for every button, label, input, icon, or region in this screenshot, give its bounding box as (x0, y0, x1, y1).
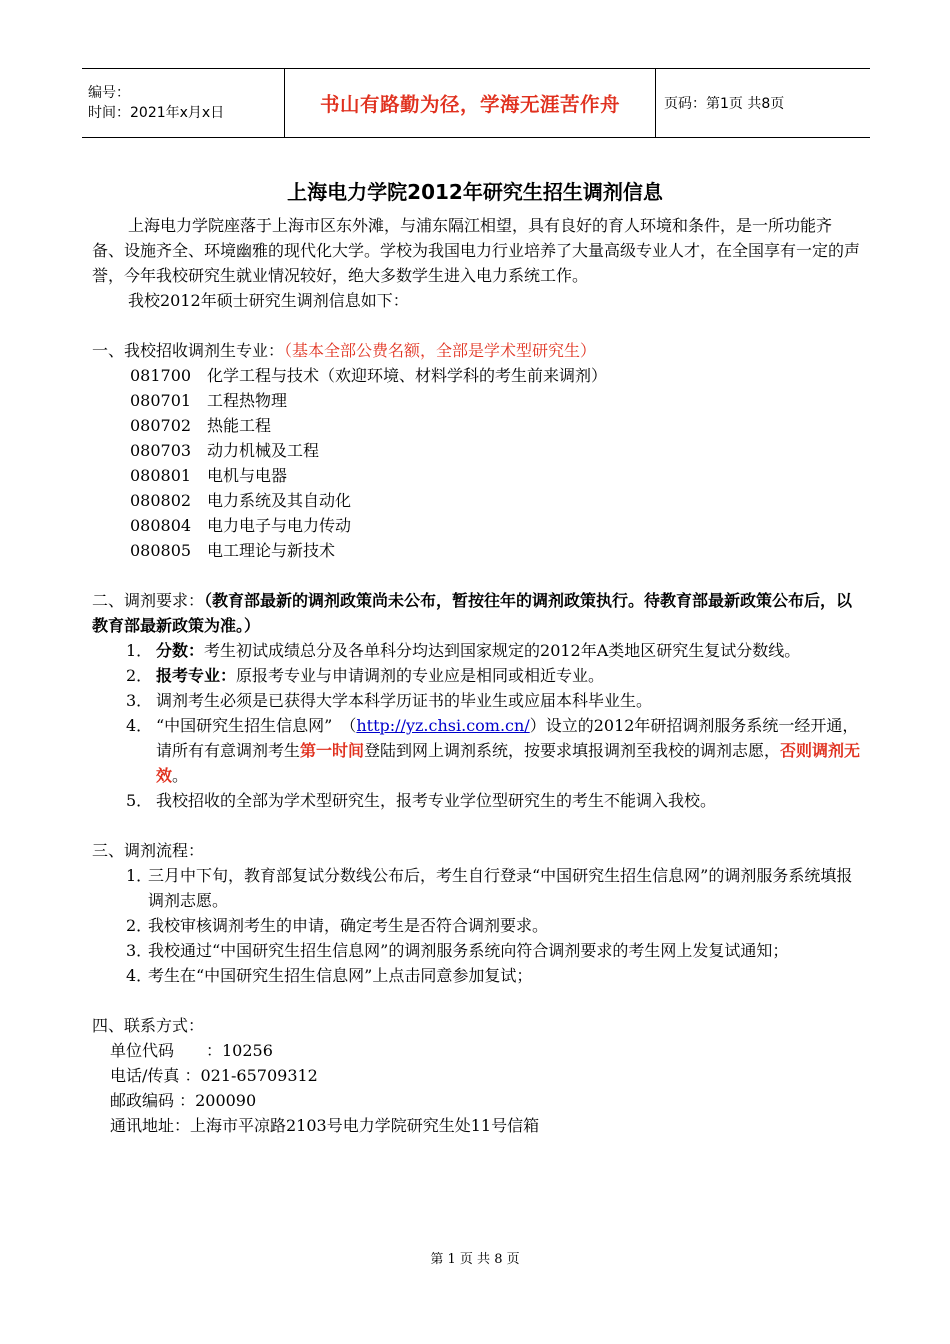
list-item: 2． 我校审核调剂考生的申请，确定考生是否符合调剂要求。 (126, 916, 549, 935)
list-item: 1． 分数：考生初试成绩总分及各单科分均达到国家规定的2012年A类地区研究生复试分数线。 (126, 641, 801, 660)
section2-heading-line (92, 588, 862, 638)
document-body (92, 213, 862, 1138)
header-motto-cell (284, 69, 656, 137)
list-item: 1． 三月中下旬，教育部复试分数线公布后，考生自行登录“中国研究生招生信息网”的调剂服务系统填报调剂志愿。 (126, 866, 853, 910)
list-item: 080802 电力系统及其自动化 (130, 491, 352, 510)
contact-unit-code: 单位代码 ：10256 (110, 1041, 273, 1060)
section3-heading: 三、调剂流程： (92, 841, 205, 860)
list-item: 080701 工程热物理 (130, 391, 288, 410)
contact-address: 通讯地址：上海市平凉路2103号电力学院研究生处11号信箱 (110, 1116, 540, 1135)
intro-summary: 我校2012年硕士研究生调剂信息如下： (128, 291, 409, 310)
list-item: 3． 我校通过“中国研究生招生信息网”的调剂服务系统向符合调剂要求的考生网上发复试通知； (126, 941, 789, 960)
section1-note: （基本全部公费名额，全部是学术型研究生） (284, 341, 597, 360)
page-footer: 第 1 页 共 8 页 (430, 1252, 520, 1267)
contact-info (92, 1038, 862, 1138)
section1-heading-line (92, 338, 862, 363)
document-header (82, 68, 870, 138)
process-list (92, 863, 862, 988)
requirement-list (92, 638, 862, 813)
header-meta (82, 69, 284, 137)
time-label: 时间：2021年x月x日 (88, 105, 225, 121)
number-label: 编号： (88, 85, 130, 101)
list-item: 3． 调剂考生必须是已获得大学本科学历证书的毕业生或应届本科毕业生。 (126, 691, 653, 710)
list-item: 080804 电力电子与电力传动 (130, 516, 352, 535)
list-item: 080801 电机与电器 (130, 466, 288, 485)
list-item: 4． 考生在“中国研究生招生信息网”上点击同意参加复试； (126, 966, 533, 985)
header-motto: 书山有路勤为径，学海无涯苦作舟 (319, 93, 620, 116)
list-item: 080703 动力机械及工程 (130, 441, 320, 460)
list-item: 080702 热能工程 (130, 416, 272, 435)
intro-paragraph: 上海电力学院座落于上海市区东外滩，与浦东隔江相望，具有良好的育人环境和条件，是一所功能齐备、设施齐全、环境幽雅的现代化大学。学校为我国电力行业培养了大量高级专业人才，在全国享有一定的声誉，今年我校研究生就业情况较好，绝大多数学生进入电力系统工作。 (92, 216, 861, 285)
section4-heading: 四、联系方式： (92, 1016, 205, 1035)
header-page-info: 页码：第1页 共8页 (664, 96, 785, 112)
section1-heading: 一、我校招收调剂生专业： (92, 341, 285, 360)
contact-phone-fax: 电话/传真 ：021-65709312 (110, 1066, 318, 1085)
list-item: 4． “中国研究生招生信息网” （http://yz.chsi.com.cn/）设立的2012年研招调剂服务系统一经开通，请所有有意调剂考生第一时间登陆到网上调剂系统，按要求填报调剂至我校的调剂志愿，否则调剂无效。 (126, 716, 861, 785)
major-list (92, 363, 862, 563)
document-title: 上海电力学院2012年研究生招生调剂信息 (287, 180, 663, 204)
list-item: 5． 我校招收的全部为学术型研究生，报考专业学位型研究生的考生不能调入我校。 (126, 791, 717, 810)
list-item: 2． 报考专业：原报考专业与申请调剂的专业应是相同或相近专业。 (126, 666, 605, 685)
section2-heading: 二、调剂要求： (92, 591, 205, 610)
section2-note: （教育部最新的调剂政策尚未公布，暂按往年的调剂政策执行。待教育部最新政策公布后，以教育部最新政策为准。） (92, 591, 853, 635)
list-item: 080805 电工理论与新技术 (130, 541, 336, 560)
contact-postcode: 邮政编码 ：200090 (110, 1091, 257, 1110)
chsi-link[interactable]: http://yz.chsi.com.cn/ (356, 716, 530, 735)
list-item: 081700 化学工程与技术（欢迎环境、材料学科的考生前来调剂） (130, 366, 608, 385)
